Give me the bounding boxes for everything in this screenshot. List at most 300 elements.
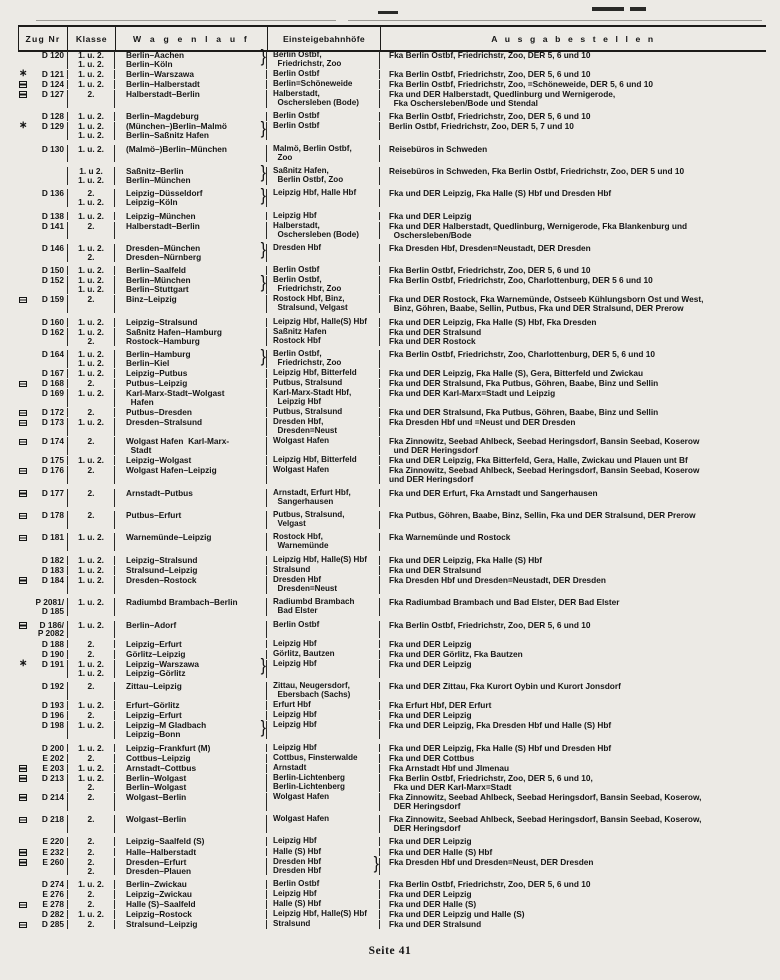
text-line: Berlin Ostbf,: [273, 349, 322, 359]
issuing-offices-cell: [380, 489, 765, 507]
train-row: [18, 220, 765, 239]
class-cell: [67, 764, 115, 773]
train-number-cell: [18, 222, 67, 240]
boarding-stations-cell: [267, 80, 380, 89]
text-line: Berlin-Lichtenberg: [273, 772, 345, 782]
issuing-offices-cell: [380, 350, 765, 368]
boarding-stations-cell: [267, 640, 380, 649]
text-line: Putbus, Stralsund,: [273, 510, 345, 520]
route-cell: [115, 556, 267, 565]
text-line: Dresden–Plauen: [126, 865, 192, 876]
route-cell: [115, 347, 267, 368]
text-line: 2.: [87, 220, 95, 231]
issuing-offices-cell: [380, 466, 765, 484]
route-cell: [115, 682, 267, 700]
text-line: 2.: [87, 889, 95, 899]
text-line: E 260: [42, 856, 64, 867]
boarding-stations-cell: [267, 90, 380, 108]
text-line: Dresden Hbf: [273, 856, 322, 866]
text-line: 2.: [87, 638, 95, 649]
text-line: Rostock–Hamburg: [126, 335, 200, 346]
text-line: D 183: [41, 564, 64, 575]
issuing-offices-cell: [380, 793, 765, 811]
train-row: [18, 436, 765, 455]
text-line: Fka und DER Leipzig: [389, 836, 472, 847]
train-row: [18, 833, 765, 846]
coupling-brace: }: [260, 657, 266, 676]
class-cell: [67, 266, 115, 275]
box-with-bar-icon: [19, 817, 27, 824]
class-cell: [67, 837, 115, 846]
boarding-stations-cell: [267, 721, 380, 739]
route-cell: [115, 90, 267, 108]
issuing-offices-cell: [380, 145, 765, 163]
boarding-stations-cell: [267, 900, 380, 909]
train-row: [18, 294, 765, 313]
route-cell: [115, 389, 267, 407]
train-number-cell: [18, 244, 67, 262]
text-line: D 196: [41, 710, 64, 721]
text-line: D 185: [41, 606, 64, 617]
text-line: Leipzig Hbf: [273, 742, 317, 752]
train-number-cell: [18, 389, 67, 407]
issuing-offices-cell: [380, 276, 765, 294]
route-cell: [115, 837, 267, 846]
text-line: Hafen: [126, 397, 154, 408]
route-cell: [115, 112, 267, 121]
boarding-stations-cell: [267, 266, 380, 275]
text-line: Fka Putbus, Göhren, Baabe, Binz, Sellin, Fka und DER Stralsund, DER Prerow: [389, 510, 696, 521]
class-cell: [67, 350, 115, 368]
train-row: [18, 346, 765, 368]
class-cell: [67, 793, 115, 811]
issuing-offices-cell: [380, 369, 765, 378]
text-line: D 200: [41, 742, 64, 753]
text-line: 2.: [87, 899, 95, 910]
class-cell: [67, 167, 115, 185]
text-line: 1. u. 2.: [78, 597, 104, 608]
text-line: Rostock Hbf, Binz,: [273, 294, 345, 304]
text-line: Arnstadt, Erfurt Hbf,: [273, 487, 351, 497]
train-number-cell: [18, 711, 67, 720]
column-header-wagenlauf: W a g e n l a u f: [116, 27, 268, 50]
text-line: Leipzig–Wolgast: [126, 455, 192, 466]
text-line: Putbus, Stralsund: [273, 378, 343, 388]
boarding-stations-cell: [267, 621, 380, 639]
text-line: Leipzig Hbf, Halle(S) Hbf: [273, 554, 367, 564]
text-line: 2.: [87, 294, 95, 305]
text-line: Fka Dresden Hbf und Dresden=Neust, DER Dresden: [389, 856, 594, 867]
text-line: Halle (S) Hbf: [273, 846, 322, 856]
boarding-stations-cell: [267, 418, 380, 436]
text-line: Oschersleben (Bode): [273, 97, 359, 107]
text-line: Cottbus–Leipzig: [126, 752, 191, 763]
text-line: D 174: [41, 436, 64, 447]
text-line: Fka Warnemünde und Rostock: [389, 532, 511, 543]
text-line: Fka und DER Stralsund, Fka Putbus, Göhren, Baabe, Binz und Sellin: [389, 378, 659, 389]
route-cell: [115, 598, 267, 616]
issuing-offices-cell: [380, 389, 765, 407]
text-line: 2.: [87, 487, 95, 498]
text-line: 1. u. 2.: [78, 772, 104, 783]
issuing-offices-cell: [380, 660, 765, 678]
train-row: [18, 551, 765, 564]
box-with-bar-icon: [19, 765, 27, 772]
issuing-offices-cell: [380, 80, 765, 89]
text-line: E 220: [42, 836, 64, 847]
text-line: (München–)Berlin–Malmö: [126, 121, 227, 132]
text-line: Leipzig–Erfurt: [126, 710, 182, 721]
text-line: D 162: [41, 326, 64, 337]
text-line: Fka und DER Stralsund: [389, 564, 482, 575]
route-cell: [115, 408, 267, 417]
class-cell: [67, 660, 115, 678]
train-row: [18, 69, 765, 79]
text-line: Berlin–Adorf: [126, 619, 177, 630]
scan-artifact: [592, 7, 624, 11]
text-line: D 193: [41, 700, 64, 710]
route-cell: [115, 718, 267, 740]
train-row: [18, 368, 765, 378]
text-line: Leipzig–M Gladbach: [126, 720, 207, 731]
issuing-offices-cell: [380, 744, 765, 753]
class-cell: [67, 920, 115, 929]
train-number-cell: [18, 328, 67, 346]
train-row: [18, 388, 765, 407]
class-cell: [67, 900, 115, 909]
train-row: [18, 889, 765, 899]
issuing-offices-cell: [380, 650, 765, 659]
train-number-cell: [18, 511, 67, 529]
route-cell: [115, 566, 267, 575]
boarding-stations-cell: [267, 511, 380, 529]
train-number-cell: [18, 815, 67, 833]
text-line: Berlin–Wolgast: [126, 772, 187, 783]
text-line: Fka Berlin Ostbf, Friedrichstr, Zoo, DER 5, 6 und 10: [389, 111, 591, 122]
text-line: Halle–Halberstadt: [126, 846, 197, 857]
text-line: 1. u. 2.: [78, 357, 104, 368]
text-line: P 2082: [37, 628, 64, 639]
text-line: Reisebüros in Schweden, Fka Berlin Ostbf, Friedrichstr, Zoo, DER 5 und 10: [389, 165, 685, 176]
text-line: 2.: [87, 465, 95, 476]
boarding-stations-cell: [267, 910, 380, 919]
text-line: D 282: [41, 909, 64, 920]
star-icon: ∗: [19, 120, 28, 132]
text-line: Saßnitz Hafen: [273, 326, 327, 336]
boarding-stations-cell: [267, 456, 380, 465]
box-with-bar-icon: [19, 622, 27, 629]
text-line: Halle (S)–Saalfeld: [126, 899, 196, 910]
text-line: 1. u. 2.: [78, 388, 104, 399]
route-cell: [115, 80, 267, 89]
text-line: 2.: [87, 846, 95, 857]
issuing-offices-cell: [380, 837, 765, 846]
text-line: Berlin–Stuttgart: [126, 284, 189, 295]
issuing-offices-cell: [380, 511, 765, 529]
text-line: Binz–Leipzig: [126, 294, 177, 305]
train-row: [18, 417, 765, 436]
class-cell: [67, 858, 115, 876]
text-line: Fka und DER Rostock: [389, 335, 476, 346]
train-row: [18, 185, 765, 207]
boarding-stations-cell: [267, 774, 380, 792]
train-row: [18, 899, 765, 909]
train-number-cell: [18, 721, 67, 739]
route-cell: [115, 910, 267, 919]
text-line: Leipzig Hbf: [273, 397, 322, 407]
box-with-bar-icon: [19, 794, 27, 801]
train-row: [18, 739, 765, 752]
train-number-cell: [18, 793, 67, 811]
text-line: Berlin-Lichtenberg: [273, 781, 345, 791]
text-line: Fka und DER Zittau, Fka Kurort Oybin und Kurort Jonsdorf: [389, 681, 621, 691]
train-number-cell: [18, 67, 67, 79]
train-row: [18, 79, 765, 89]
text-line: 2.: [87, 407, 95, 418]
coupling-brace: }: [260, 164, 266, 183]
text-line: Stralsund: [273, 919, 311, 929]
text-line: 2.: [87, 510, 95, 521]
train-row: [18, 846, 765, 856]
train-number-cell: [18, 880, 67, 889]
class-cell: [67, 744, 115, 753]
class-cell: [67, 682, 115, 700]
train-number-cell: [18, 212, 67, 221]
route-cell: [115, 466, 267, 484]
text-line: 1. u. 2.: [78, 554, 104, 565]
text-line: Dresden–Rostock: [126, 574, 197, 585]
text-line: Fka und DER Halberstadt, Quedlinburg, Wernigerode, Fka Blankenburg und: [389, 220, 688, 231]
text-line: Berlin–Halberstadt: [126, 78, 200, 89]
text-line: 1. u. 2.: [78, 242, 104, 253]
route-cell: [115, 222, 267, 240]
text-line: D 198: [41, 720, 64, 731]
train-row: [18, 773, 765, 792]
text-line: D 181: [41, 532, 64, 543]
text-line: D 176: [41, 465, 64, 476]
text-line: P 2081/: [35, 597, 64, 608]
issuing-offices-cell: [380, 701, 765, 710]
class-cell: [67, 566, 115, 575]
issuing-offices-cell: [380, 711, 765, 720]
text-line: 1. u. 2.: [78, 130, 104, 141]
boarding-stations-cell: [267, 855, 380, 876]
class-cell: [67, 721, 115, 739]
text-line: Friedrichstr, Zoo: [273, 284, 342, 294]
text-line: Berlin–Aachen: [126, 49, 185, 60]
train-row: [18, 507, 765, 529]
issuing-offices-cell: [380, 70, 765, 79]
boarding-stations-cell: [267, 466, 380, 484]
class-cell: [67, 576, 115, 594]
route-cell: [115, 621, 267, 639]
text-line: D 274: [41, 878, 64, 889]
boarding-stations-cell: [267, 389, 380, 407]
boarding-stations-cell: [267, 711, 380, 720]
text-line: Fka und DER Leipzig und Halle (S): [389, 909, 525, 920]
class-cell: [67, 511, 115, 529]
boarding-stations-cell: [267, 598, 380, 616]
issuing-offices-cell: [380, 920, 765, 929]
text-line: Berlin Ostbf: [273, 121, 320, 131]
issuing-offices-cell: [380, 556, 765, 565]
text-line: Oschersleben (Bode): [273, 229, 359, 239]
text-line: Dresden=Neust: [273, 426, 338, 436]
route-cell: [115, 701, 267, 710]
issuing-offices-cell: [380, 318, 765, 327]
text-line: 2.: [87, 251, 95, 262]
train-number-cell: [18, 489, 67, 507]
text-line: Fka Arnstadt Hbf und Jlmenau: [389, 762, 510, 773]
train-row: [18, 710, 765, 720]
text-line: 1. u. 2.: [78, 143, 104, 154]
route-cell: [115, 711, 267, 720]
train-row: [18, 811, 765, 833]
text-line: D 146: [41, 242, 64, 253]
text-line: Leipzig Hbf, Halle Hbf: [273, 188, 357, 198]
issuing-offices-cell: [380, 456, 765, 465]
text-line: Dresden Hbf,: [273, 417, 324, 427]
text-line: 1. u. 2.: [78, 658, 104, 669]
boarding-stations-cell: [267, 408, 380, 417]
issuing-offices-cell: [380, 890, 765, 899]
issuing-offices-cell: [380, 295, 765, 313]
boarding-stations-cell: [267, 660, 380, 678]
text-line: D 120: [41, 49, 64, 60]
text-line: Fka Zinnowitz, Seebad Ahlbeck, Seebad Heringsdorf, Bansin Seebad, Koserow,: [389, 791, 702, 802]
class-cell: [67, 145, 115, 163]
issuing-offices-cell: [380, 122, 765, 140]
class-cell: [67, 890, 115, 899]
text-line: D 130: [41, 143, 64, 154]
class-cell: [67, 418, 115, 436]
class-cell: [67, 711, 115, 720]
text-line: Reisebüros in Schweden: [389, 143, 488, 154]
text-line: Fka Berlin Ostbf, Friedrichstr, Zoo, DER 5, 6 und 10,: [389, 772, 593, 783]
route-cell: [115, 640, 267, 649]
box-with-bar-icon: [19, 577, 27, 584]
text-line: 2.: [87, 752, 95, 763]
issuing-offices-cell: [380, 682, 765, 700]
text-line: Fka und DER Leipzig, Fka Bitterfeld, Gera, Halle, Zwickau und Plauen unt Bf: [389, 455, 688, 466]
boarding-stations-cell: [267, 880, 380, 889]
text-line: D 129: [41, 121, 64, 132]
text-line: Fka und DER Stralsund, Fka Putbus, Göhren, Baabe, Binz und Sellin: [389, 407, 659, 418]
text-line: Leipzig–Warszawa: [126, 658, 200, 669]
text-line: Dresden=Neust: [273, 583, 338, 593]
text-line: Halle (S) Hbf: [273, 899, 322, 909]
text-line: D 285: [41, 919, 64, 930]
train-number-cell: [18, 640, 67, 649]
text-line: Fka und DER Stralsund: [389, 326, 482, 337]
class-cell: [67, 122, 115, 140]
text-line: Rostock Hbf: [273, 335, 321, 345]
text-line: Berlin–Zwickau: [126, 878, 187, 889]
box-with-bar-icon: [19, 91, 27, 98]
route-cell: [115, 815, 267, 833]
text-line: Berlin–Köln: [126, 58, 173, 69]
issuing-offices-cell: [380, 222, 765, 240]
issuing-offices-cell: [380, 112, 765, 121]
issuing-offices-cell: [380, 418, 765, 436]
issuing-offices-cell: [380, 244, 765, 262]
train-row: [18, 313, 765, 326]
text-line: Berlin–Hamburg: [126, 349, 191, 360]
train-row: [18, 875, 765, 888]
train-row: [18, 659, 765, 678]
text-line: Halberstadt,: [273, 88, 320, 98]
train-row: [18, 140, 765, 162]
text-line: 1. u. 2.: [78, 68, 104, 79]
train-number-cell: [18, 379, 67, 388]
text-line: Fka und DER Leipzig, Fka Halle (S), Gera, Bitterfeld und Zwickau: [389, 368, 644, 379]
issuing-offices-cell: [380, 533, 765, 551]
text-line: DER Heringsdorf: [389, 800, 461, 811]
text-line: Fka und DER Leipzig: [389, 889, 472, 899]
box-with-bar-icon: [19, 81, 27, 88]
class-cell: [67, 379, 115, 388]
train-number-cell: [18, 920, 67, 929]
train-row: [18, 529, 765, 551]
text-line: Fka und DER Leipzig: [389, 638, 472, 649]
class-cell: [67, 389, 115, 407]
text-line: Putbus, Stralsund: [273, 407, 343, 417]
text-line: Berlin Ostbf: [273, 111, 320, 121]
train-row: [18, 262, 765, 275]
boarding-stations-cell: [267, 576, 380, 594]
train-number-cell: [18, 890, 67, 899]
text-line: Leipzig–Rostock: [126, 909, 192, 920]
train-number-cell: [18, 598, 67, 616]
text-line: Arnstadt–Cottbus: [126, 762, 197, 773]
train-number-cell: [18, 744, 67, 753]
route-cell: [115, 295, 267, 313]
train-row: [18, 638, 765, 648]
text-line: 2.: [87, 791, 95, 802]
text-line: Saßnitz–Berlin: [126, 165, 184, 176]
text-line: Dresden–Erfurt: [126, 856, 187, 867]
train-row: [18, 50, 765, 69]
text-line: Stralsund–Leipzig: [126, 919, 198, 930]
text-line: 1. u. 2.: [78, 326, 104, 337]
text-line: Erfurt Hbf: [273, 700, 311, 709]
route-cell: [115, 920, 267, 929]
box-with-bar-icon: [19, 922, 27, 929]
text-line: Berlin Ostbf, Friedrichstr, Zoo, DER 5, 7 und 10: [389, 121, 574, 132]
text-line: D 173: [41, 417, 64, 428]
text-line: D 177: [41, 487, 64, 498]
text-line: D 141: [41, 220, 64, 231]
train-number-cell: [18, 408, 67, 417]
text-line: 1. u. 2.: [78, 121, 104, 132]
train-number-cell: [18, 350, 67, 368]
train-number-cell: [18, 764, 67, 773]
text-line: Wolgast–Berlin: [126, 791, 187, 802]
text-line: D 175: [41, 455, 64, 466]
route-cell: [115, 418, 267, 436]
train-number-cell: [18, 754, 67, 763]
text-line: 1. u. 2.: [78, 316, 104, 327]
text-line: D 152: [41, 275, 64, 286]
text-line: Leipzig–Stralsund: [126, 554, 198, 565]
text-line: Berlin–München: [126, 174, 191, 185]
class-cell: [67, 80, 115, 89]
class-cell: [67, 489, 115, 507]
text-line: D 150: [41, 265, 64, 276]
scan-artifact: [630, 7, 646, 11]
text-line: 1. u. 2.: [78, 667, 104, 678]
text-line: 2.: [87, 710, 95, 721]
